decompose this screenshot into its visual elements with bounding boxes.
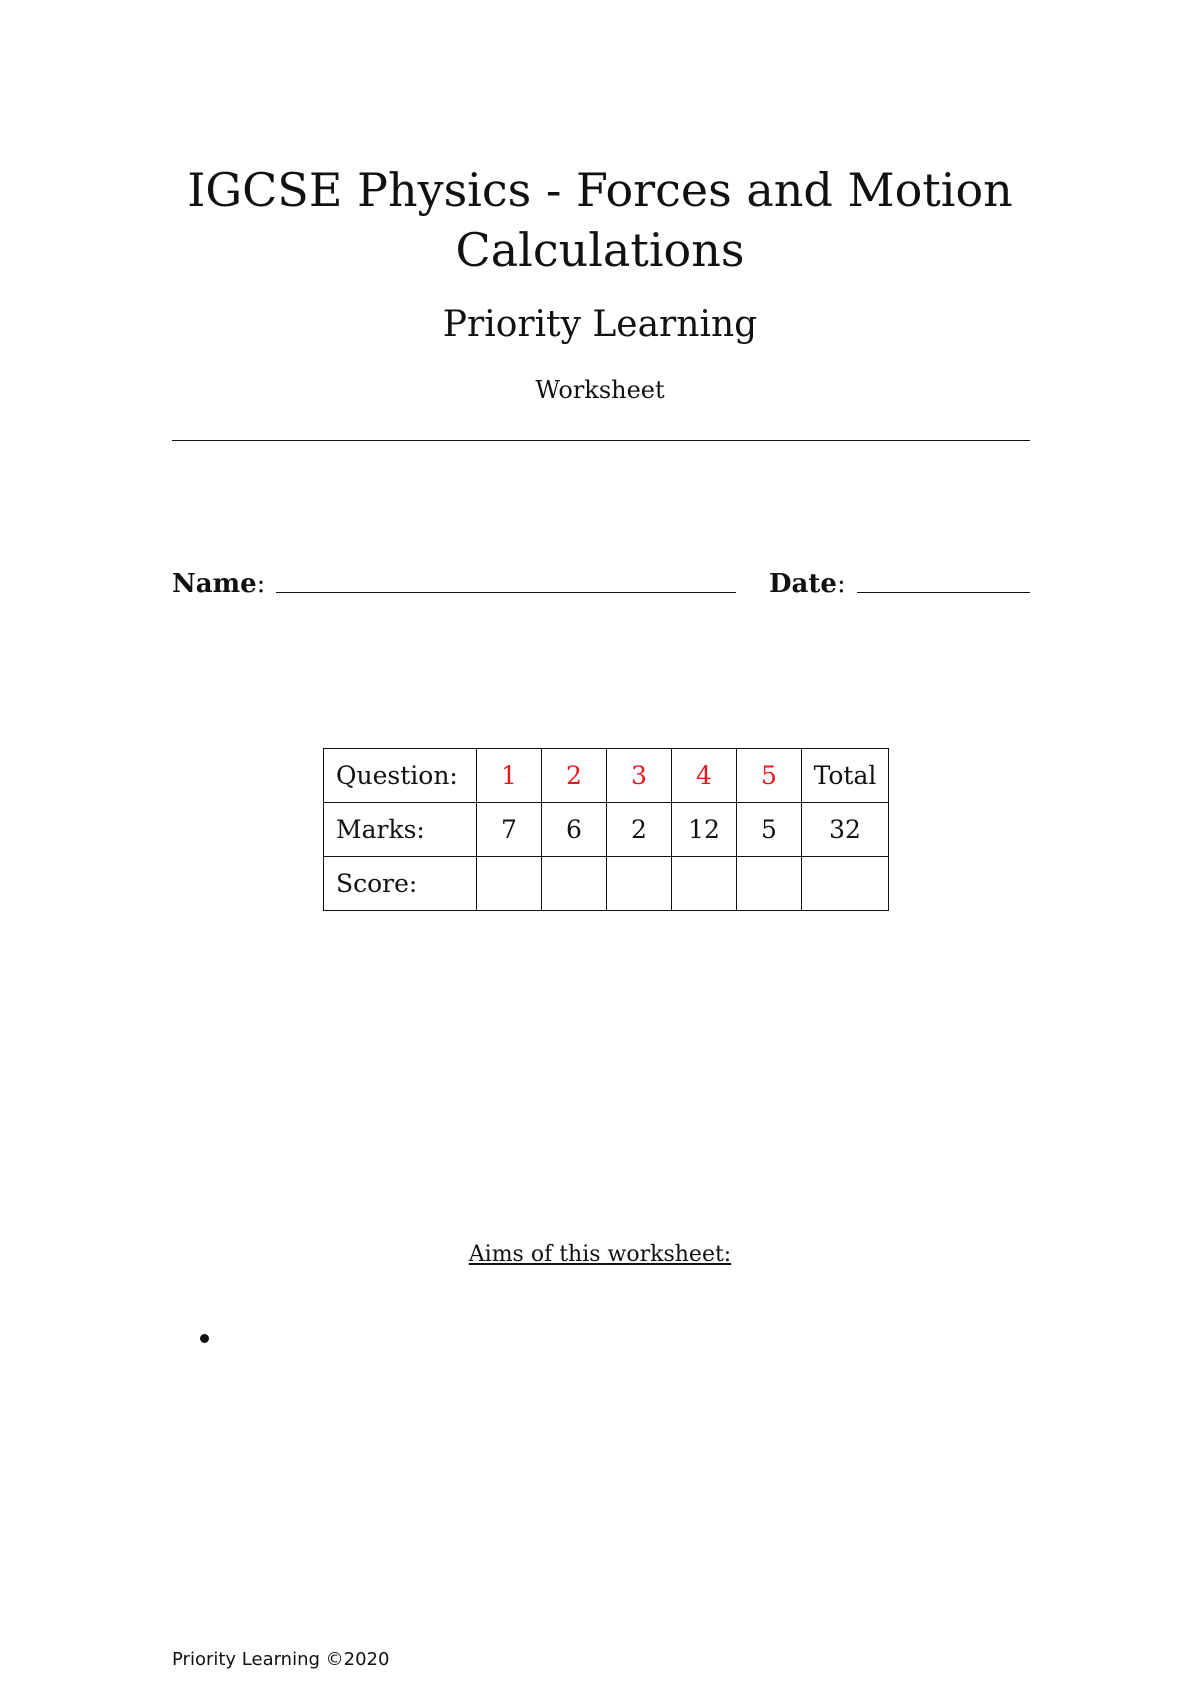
page-title (0, 160, 1200, 280)
date-field-label (769, 568, 846, 600)
aims-heading (0, 1240, 1200, 1270)
marks-cell: 5 (737, 803, 802, 857)
name-label-text: Name (172, 569, 257, 599)
row-header-marks: Marks: (324, 803, 477, 857)
score-cell[interactable] (477, 857, 542, 911)
document-type: Worksheet (535, 376, 665, 404)
aims-heading-text: Aims of this worksheet: (468, 1242, 732, 1267)
title-line-1: IGCSE Physics - Forces and Motion (187, 163, 1013, 217)
aims-bullet-icon (200, 1334, 209, 1343)
footer-copyright: Priority Learning ©2020 (172, 1649, 390, 1670)
row-header-score: Score: (324, 857, 477, 911)
question-number: 3 (607, 749, 672, 803)
score-cell[interactable] (607, 857, 672, 911)
header-divider (172, 440, 1030, 441)
question-row (324, 749, 889, 803)
marks-table (323, 748, 889, 911)
score-cell[interactable] (737, 857, 802, 911)
date-label-colon: : (836, 569, 846, 599)
question-number: 4 (672, 749, 737, 803)
title-line-2: Calculations (455, 223, 745, 277)
marks-cell: 12 (672, 803, 737, 857)
score-cell[interactable] (672, 857, 737, 911)
question-number: 5 (737, 749, 802, 803)
subtitle: Priority Learning (442, 304, 758, 345)
date-label-text: Date (769, 569, 837, 599)
name-field-label (172, 568, 265, 600)
score-row (324, 857, 889, 911)
total-score-cell[interactable] (802, 857, 889, 911)
row-header-question: Question: (324, 749, 477, 803)
marks-cell: 2 (607, 803, 672, 857)
score-cell[interactable] (542, 857, 607, 911)
name-label-colon: : (256, 569, 266, 599)
marks-cell: 6 (542, 803, 607, 857)
total-marks-cell: 32 (802, 803, 889, 857)
question-number: 1 (477, 749, 542, 803)
marks-cell: 7 (477, 803, 542, 857)
total-header: Total (802, 749, 889, 803)
question-number: 2 (542, 749, 607, 803)
marks-row (324, 803, 889, 857)
name-input-line[interactable] (276, 592, 736, 593)
date-input-line[interactable] (857, 592, 1030, 593)
